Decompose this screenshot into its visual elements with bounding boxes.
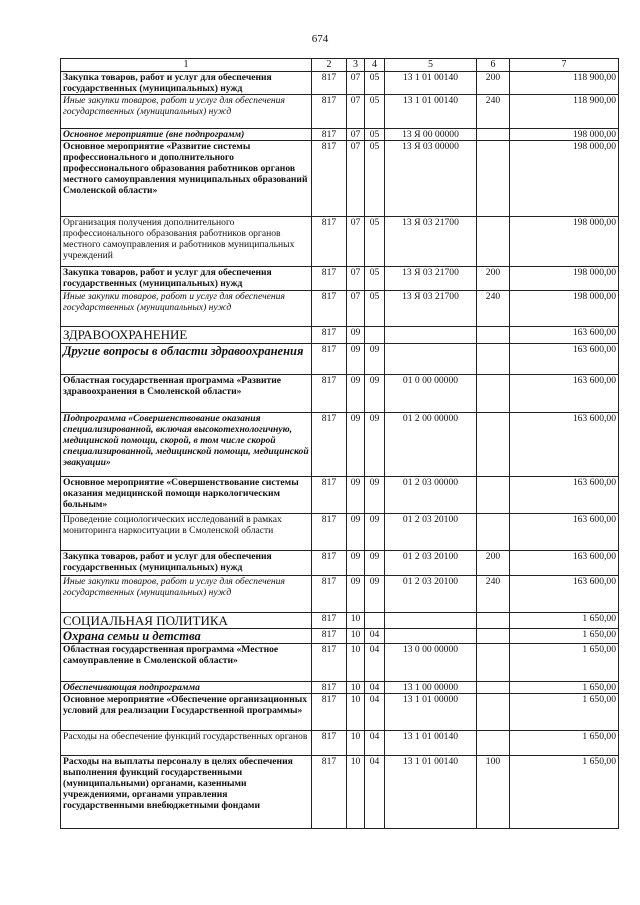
row-subsection-code: 04 (365, 682, 385, 694)
table-row (61, 576, 619, 613)
row-subsection-code: 09 (365, 551, 385, 576)
row-subsection-code (365, 613, 385, 629)
row-target-code: 01 2 03 20100 (385, 576, 477, 613)
row-amount: 1 650,00 (510, 731, 619, 756)
row-amount: 1 650,00 (510, 613, 619, 629)
row-section-code: 07 (347, 217, 365, 267)
row-section-code: 09 (347, 327, 365, 344)
row-expense-type (477, 682, 510, 694)
column-header: 2 (312, 59, 347, 72)
row-section-code: 09 (347, 551, 365, 576)
row-admin-code: 817 (312, 551, 347, 576)
row-admin-code: 817 (312, 375, 347, 413)
row-admin-code: 817 (312, 629, 347, 644)
row-name: Другие вопросы в области здравоохранения (61, 344, 312, 375)
row-amount: 198 000,00 (510, 129, 619, 141)
row-expense-type: 200 (477, 72, 510, 95)
row-target-code: 01 0 00 00000 (385, 375, 477, 413)
row-subsection-code: 04 (365, 731, 385, 756)
row-amount: 1 650,00 (510, 629, 619, 644)
row-expense-type: 240 (477, 291, 510, 327)
row-expense-type (477, 477, 510, 514)
row-target-code: 13 1 00 00000 (385, 682, 477, 694)
column-header: 7 (510, 59, 619, 72)
row-subsection-code: 09 (365, 344, 385, 375)
row-admin-code: 817 (312, 644, 347, 682)
row-amount: 198 000,00 (510, 291, 619, 327)
row-section-code: 10 (347, 694, 365, 731)
table-row (61, 327, 619, 344)
row-expense-type (477, 327, 510, 344)
row-section-code: 09 (347, 477, 365, 514)
table-row (61, 413, 619, 477)
row-subsection-code: 05 (365, 267, 385, 291)
row-target-code: 13 Я 00 00000 (385, 129, 477, 141)
row-name: Областная государственная программа «Развитие здравоохранения в Смоленской области» (61, 375, 312, 413)
row-section-code: 07 (347, 129, 365, 141)
row-section-code: 07 (347, 95, 365, 129)
row-section-code: 10 (347, 756, 365, 829)
row-name: Охрана семьи и детства (61, 629, 312, 644)
row-target-code: 01 2 03 20100 (385, 514, 477, 551)
row-name: ЗДРАВООХРАНЕНИЕ (61, 327, 312, 344)
row-subsection-code: 09 (365, 375, 385, 413)
row-name: Подпрограмма «Совершенствование оказания специализированной, включая высокотехнологичную, медицинской помощи, скорой, в том числе скорой специализированной, медицинской помощи, медицинской эвакуации» (61, 413, 312, 477)
row-section-code: 09 (347, 576, 365, 613)
table-row (61, 682, 619, 694)
row-name: Областная государственная программа «Местное самоуправление в Смоленской области» (61, 644, 312, 682)
row-target-code: 13 1 01 00140 (385, 756, 477, 829)
row-name: Основное мероприятие «Совершенствование системы оказания медицинской помощи наркологическим больным» (61, 477, 312, 514)
row-expense-type (477, 629, 510, 644)
row-admin-code: 817 (312, 413, 347, 477)
row-amount: 198 000,00 (510, 217, 619, 267)
row-name: Иные закупки товаров, работ и услуг для обеспечения государственных (муниципальных) нужд (61, 291, 312, 327)
row-amount: 163 600,00 (510, 344, 619, 375)
row-amount: 163 600,00 (510, 413, 619, 477)
row-target-code: 13 Я 03 00000 (385, 141, 477, 217)
row-subsection-code: 09 (365, 413, 385, 477)
row-admin-code: 817 (312, 731, 347, 756)
row-admin-code: 817 (312, 514, 347, 551)
table-row (61, 551, 619, 576)
row-name: Основное мероприятие «Обеспечение организационных условий для реализации Государственной программы» (61, 694, 312, 731)
row-target-code (385, 344, 477, 375)
row-expense-type: 240 (477, 576, 510, 613)
row-expense-type (477, 141, 510, 217)
row-admin-code: 817 (312, 756, 347, 829)
table-row (61, 644, 619, 682)
row-expense-type: 200 (477, 267, 510, 291)
row-amount: 163 600,00 (510, 576, 619, 613)
row-expense-type: 240 (477, 95, 510, 129)
column-header: 5 (385, 59, 477, 72)
row-section-code: 10 (347, 629, 365, 644)
column-header: 1 (61, 59, 312, 72)
row-amount: 118 900,00 (510, 72, 619, 95)
column-header: 6 (477, 59, 510, 72)
row-subsection-code: 05 (365, 95, 385, 129)
row-admin-code: 817 (312, 95, 347, 129)
row-amount: 198 000,00 (510, 267, 619, 291)
row-target-code: 01 2 03 00000 (385, 477, 477, 514)
row-admin-code: 817 (312, 327, 347, 344)
row-amount: 163 600,00 (510, 327, 619, 344)
row-admin-code: 817 (312, 694, 347, 731)
row-target-code: 13 Я 03 21700 (385, 217, 477, 267)
row-admin-code: 817 (312, 477, 347, 514)
table-row (61, 72, 619, 95)
row-expense-type: 200 (477, 551, 510, 576)
row-subsection-code: 05 (365, 291, 385, 327)
row-target-code (385, 327, 477, 344)
row-section-code: 10 (347, 644, 365, 682)
table-row (61, 344, 619, 375)
table-row (61, 95, 619, 129)
row-target-code: 13 1 01 00140 (385, 95, 477, 129)
row-expense-type: 100 (477, 756, 510, 829)
table-row (61, 629, 619, 644)
row-subsection-code: 05 (365, 141, 385, 217)
column-header: 3 (347, 59, 365, 72)
row-name: Основное мероприятие «Развитие системы профессионального и дополнительного профессионального образования работников органов местного самоуправления муниципальных образований Смоленской области» (61, 141, 312, 217)
row-name: Расходы на обеспечение функций государственных органов (61, 731, 312, 756)
budget-table (60, 58, 619, 829)
row-admin-code: 817 (312, 141, 347, 217)
row-amount: 163 600,00 (510, 477, 619, 514)
table-row (61, 217, 619, 267)
row-admin-code: 817 (312, 217, 347, 267)
row-target-code: 13 Я 03 21700 (385, 267, 477, 291)
row-target-code: 13 1 01 00140 (385, 731, 477, 756)
table-row (61, 613, 619, 629)
row-subsection-code: 04 (365, 644, 385, 682)
row-subsection-code: 04 (365, 756, 385, 829)
row-expense-type (477, 731, 510, 756)
table-row (61, 514, 619, 551)
row-name: Закупка товаров, работ и услуг для обеспечения государственных (муниципальных) нужд (61, 72, 312, 95)
row-subsection-code: 09 (365, 576, 385, 613)
row-admin-code: 817 (312, 682, 347, 694)
row-target-code: 13 1 01 00140 (385, 72, 477, 95)
row-expense-type (477, 129, 510, 141)
row-target-code: 13 Я 03 21700 (385, 291, 477, 327)
row-amount: 1 650,00 (510, 682, 619, 694)
page-number: 674 (311, 33, 329, 45)
row-section-code: 07 (347, 141, 365, 217)
row-section-code: 09 (347, 344, 365, 375)
table-row (61, 731, 619, 756)
row-expense-type (477, 613, 510, 629)
row-section-code: 07 (347, 267, 365, 291)
row-amount: 198 000,00 (510, 141, 619, 217)
row-name: Обеспечивающая подпрограмма (61, 682, 312, 694)
row-expense-type (477, 413, 510, 477)
row-section-code: 10 (347, 731, 365, 756)
row-amount: 163 600,00 (510, 375, 619, 413)
row-name: Иные закупки товаров, работ и услуг для обеспечения государственных (муниципальных) нужд (61, 576, 312, 613)
row-subsection-code: 09 (365, 514, 385, 551)
row-target-code (385, 629, 477, 644)
row-amount: 118 900,00 (510, 95, 619, 129)
row-section-code: 09 (347, 514, 365, 551)
row-subsection-code: 05 (365, 72, 385, 95)
row-amount: 1 650,00 (510, 644, 619, 682)
row-target-code: 01 2 03 20100 (385, 551, 477, 576)
table-row (61, 756, 619, 829)
table-row (61, 694, 619, 731)
row-admin-code: 817 (312, 613, 347, 629)
row-section-code: 07 (347, 291, 365, 327)
row-section-code: 09 (347, 413, 365, 477)
row-section-code: 10 (347, 613, 365, 629)
row-expense-type (477, 217, 510, 267)
row-section-code: 10 (347, 682, 365, 694)
row-amount: 1 650,00 (510, 694, 619, 731)
row-name: СОЦИАЛЬНАЯ ПОЛИТИКА (61, 613, 312, 629)
row-name: Закупка товаров, работ и услуг для обеспечения государственных (муниципальных) нужд (61, 551, 312, 576)
row-subsection-code: 04 (365, 694, 385, 731)
row-amount: 1 650,00 (510, 756, 619, 829)
row-amount: 163 600,00 (510, 514, 619, 551)
row-section-code: 09 (347, 375, 365, 413)
row-name: Основное мероприятие (вне подпрограмм) (61, 129, 312, 141)
row-section-code: 07 (347, 72, 365, 95)
row-subsection-code (365, 327, 385, 344)
row-amount: 163 600,00 (510, 551, 619, 576)
table-row (61, 129, 619, 141)
row-name: Закупка товаров, работ и услуг для обеспечения государственных (муниципальных) нужд (61, 267, 312, 291)
row-expense-type (477, 694, 510, 731)
row-target-code: 13 0 00 00000 (385, 644, 477, 682)
row-expense-type (477, 514, 510, 551)
row-target-code: 13 1 01 00000 (385, 694, 477, 731)
table-row (61, 141, 619, 217)
row-subsection-code: 04 (365, 629, 385, 644)
row-name: Проведение социологических исследований в рамках мониторинга наркоситуации в Смоленской области (61, 514, 312, 551)
row-name: Расходы на выплаты персоналу в целях обеспечения выполнения функций государственными (муниципальными) органами, казенными учреждениями, органами управления государственными внебюджетными фондами (61, 756, 312, 829)
row-name: Иные закупки товаров, работ и услуг для обеспечения государственных (муниципальных) нужд (61, 95, 312, 129)
row-name: Организация получения дополнительного профессионального образования работников органов местного самоуправления и работников муниципальных учреждений (61, 217, 312, 267)
row-admin-code: 817 (312, 344, 347, 375)
table-row (61, 267, 619, 291)
row-expense-type (477, 344, 510, 375)
table-row (61, 291, 619, 327)
row-admin-code: 817 (312, 291, 347, 327)
row-target-code: 01 2 00 00000 (385, 413, 477, 477)
row-admin-code: 817 (312, 72, 347, 95)
table-header-row (61, 59, 619, 72)
table-row (61, 477, 619, 514)
row-subsection-code: 09 (365, 477, 385, 514)
row-subsection-code: 05 (365, 217, 385, 267)
row-admin-code: 817 (312, 576, 347, 613)
row-expense-type (477, 375, 510, 413)
row-target-code (385, 613, 477, 629)
row-subsection-code: 05 (365, 129, 385, 141)
column-header: 4 (365, 59, 385, 72)
row-admin-code: 817 (312, 129, 347, 141)
row-admin-code: 817 (312, 267, 347, 291)
table-row (61, 375, 619, 413)
row-expense-type (477, 644, 510, 682)
